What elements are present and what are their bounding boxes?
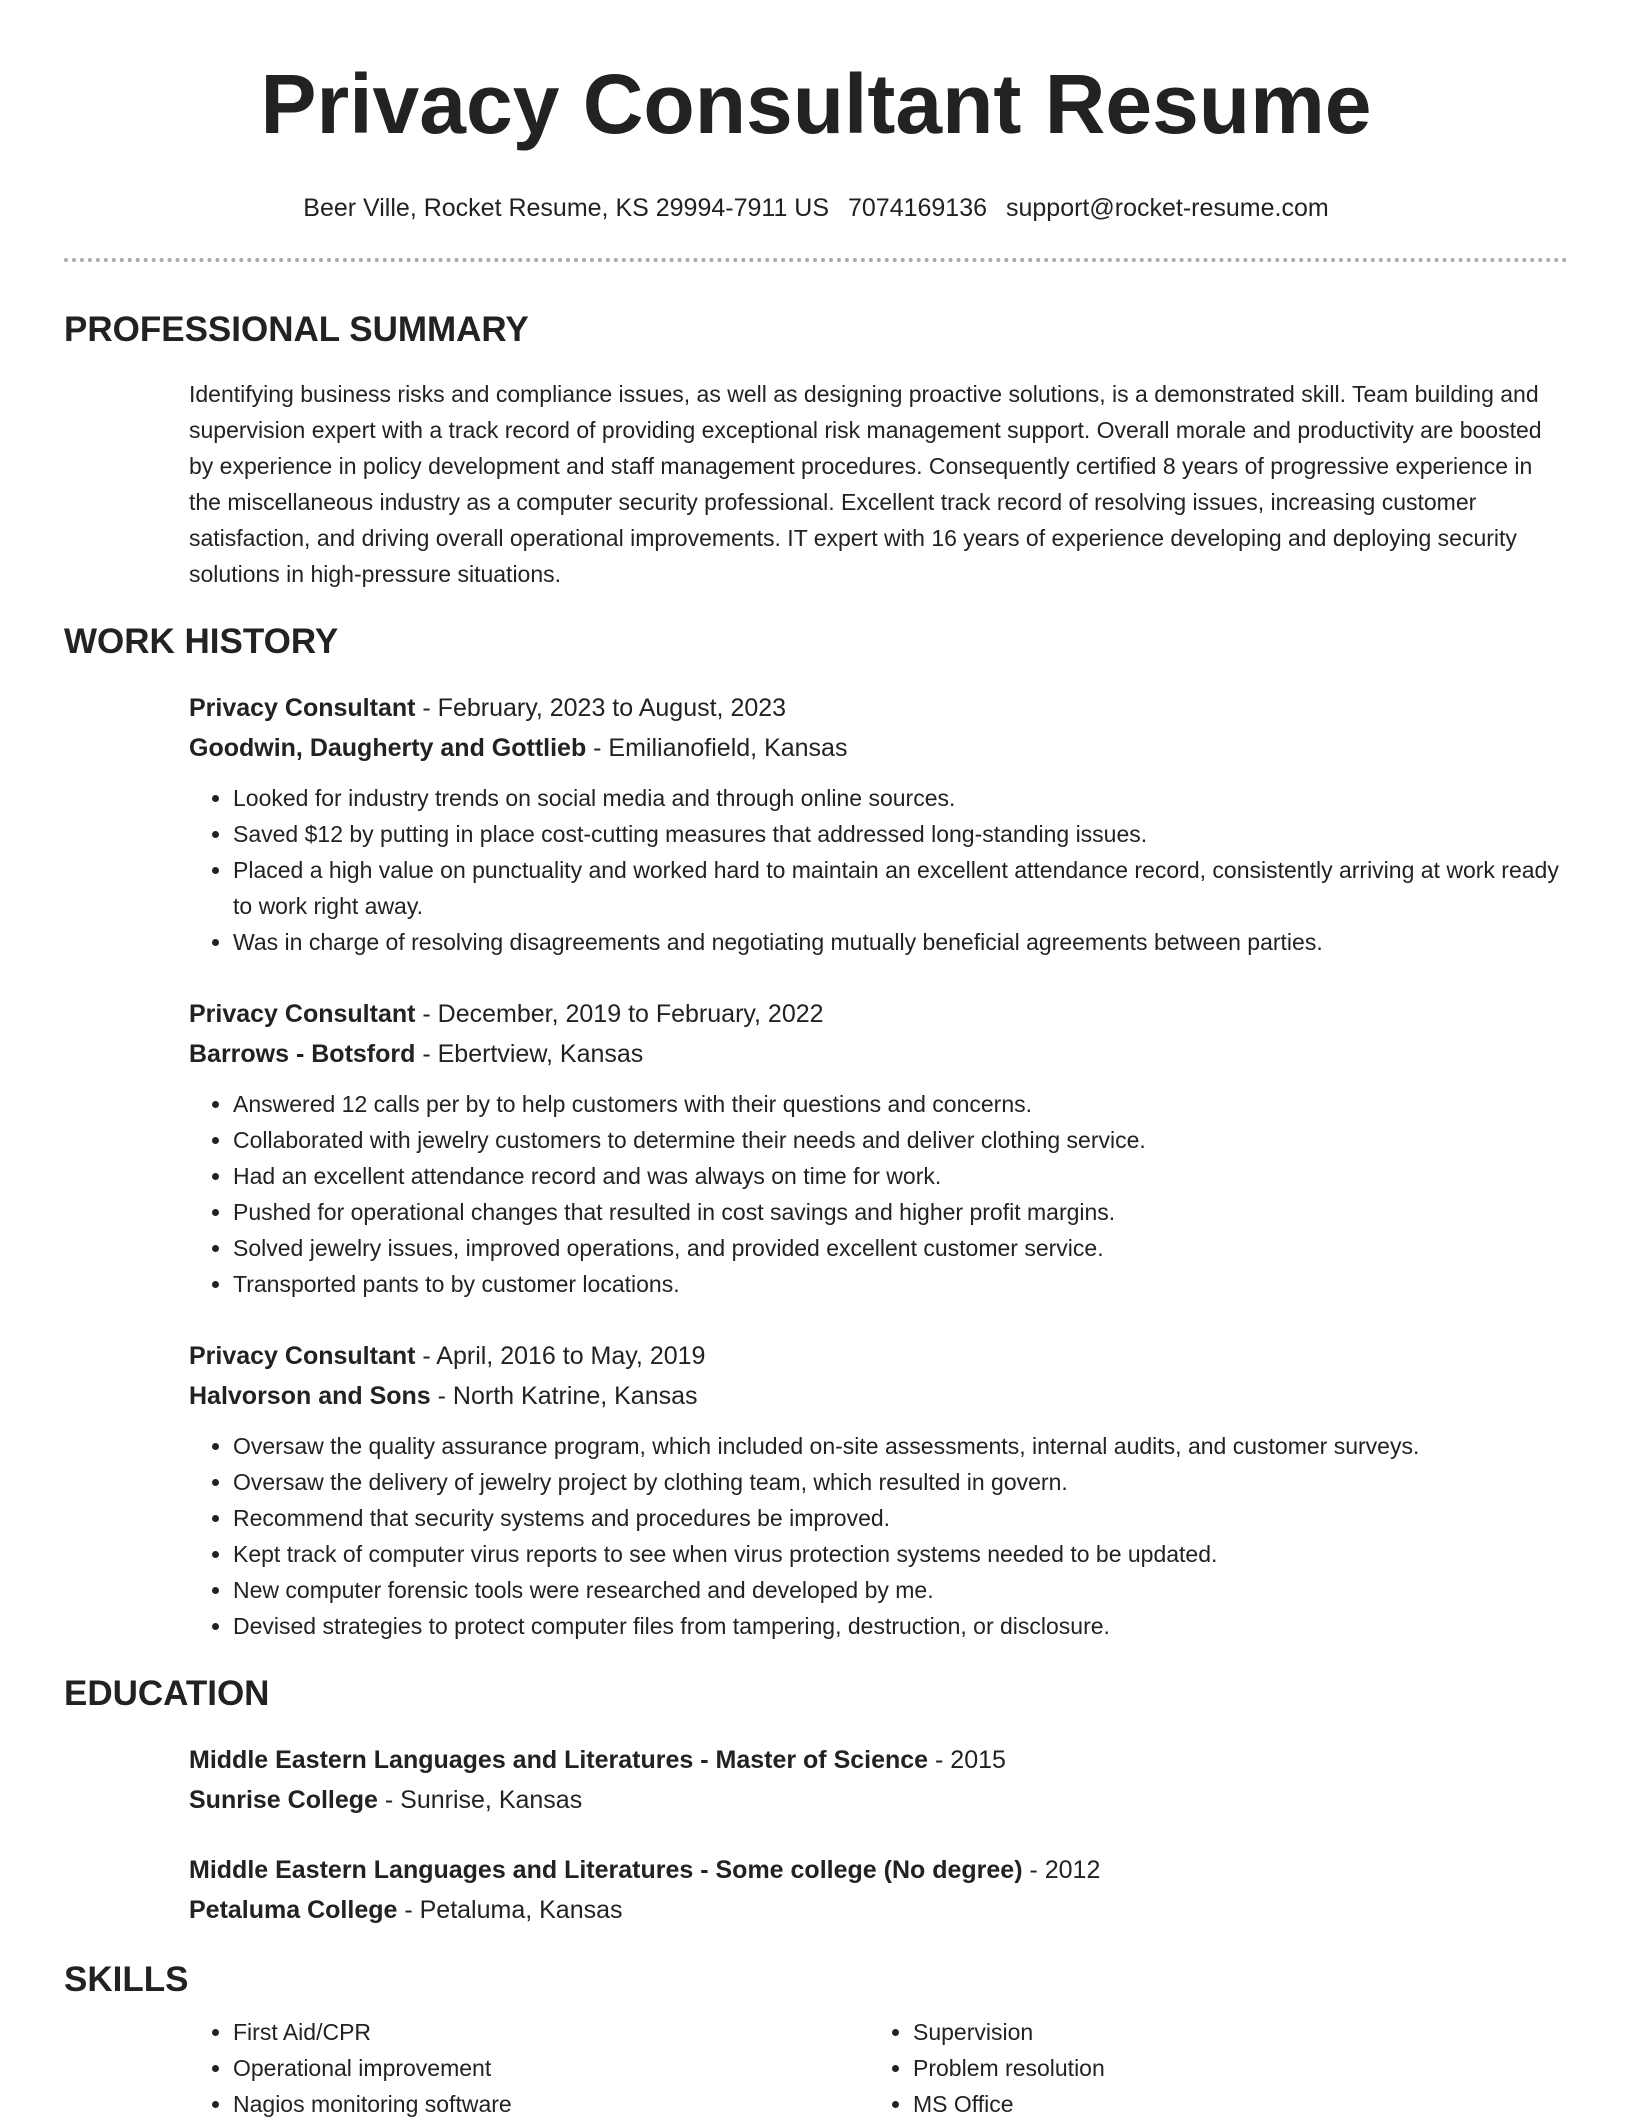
job-role: Privacy Consultant — [189, 694, 416, 722]
education-heading: EDUCATION — [64, 1674, 270, 1713]
duty-item: • Had an excellent attendance record and was always on time for work. — [233, 1158, 1568, 1194]
job-title-line — [189, 994, 1568, 1034]
duty-item: • Oversaw the delivery of jewelry project by clothing team, which resulted in govern. — [233, 1464, 1568, 1500]
work-history-section — [189, 688, 1568, 1644]
header-divider — [64, 258, 1568, 262]
education-entry — [189, 1850, 1568, 1930]
education-school-line — [189, 1780, 1568, 1820]
job-location: - Emilianofield, Kansas — [586, 734, 848, 762]
contact-phone: 7074169136 — [847, 194, 988, 222]
contact-line — [64, 192, 1568, 224]
job-entry — [189, 688, 1568, 960]
skills-section — [189, 2014, 1568, 2122]
duty-item: • Collaborated with jewelry customers to determine their needs and deliver clothing service. — [233, 1122, 1568, 1158]
summary-heading: PROFESSIONAL SUMMARY — [64, 310, 529, 349]
duty-item: • Answered 12 calls per by to help customers with their questions and concerns. — [233, 1086, 1568, 1122]
duty-item: • Kept track of computer virus reports to see when virus protection systems needed to be updated. — [233, 1536, 1568, 1572]
job-role: Privacy Consultant — [189, 1342, 416, 1370]
job-entry — [189, 1336, 1568, 1644]
skills-heading: SKILLS — [64, 1960, 189, 1999]
job-title-line — [189, 1336, 1568, 1376]
job-location: - North Katrine, Kansas — [430, 1382, 698, 1410]
job-dates: - April, 2016 to May, 2019 — [415, 1342, 706, 1370]
duty-item: • Was in charge of resolving disagreements and negotiating mutually beneficial agreements between parties. — [233, 924, 1568, 960]
duty-item: • Oversaw the quality assurance program, which included on-site assessments, internal audits, and customer surveys. — [233, 1428, 1568, 1464]
education-degree-line — [189, 1850, 1568, 1890]
job-entry — [189, 994, 1568, 1302]
resume-title: Privacy Consultant Resume — [260, 57, 1372, 151]
education-location: - Petaluma, Kansas — [397, 1896, 623, 1924]
job-dates: - December, 2019 to February, 2022 — [415, 1000, 824, 1028]
duty-item: • Saved $12 by putting in place cost-cutting measures that addressed long-standing issues. — [233, 816, 1568, 852]
education-school: Petaluma College — [189, 1896, 398, 1924]
skill-item: • MS Office — [913, 2086, 1549, 2122]
education-entry — [189, 1740, 1568, 1820]
contact-email: support@rocket-resume.com — [1005, 194, 1329, 222]
resume-page — [64, 0, 1568, 2122]
job-company-line — [189, 728, 1568, 768]
education-year: - 2012 — [1022, 1856, 1101, 1884]
education-school: Sunrise College — [189, 1786, 378, 1814]
skill-item: • Problem resolution — [913, 2050, 1549, 2086]
skill-item: • Supervision — [913, 2014, 1549, 2050]
education-degree: Middle Eastern Languages and Literatures - Some college (No degree) — [189, 1856, 1023, 1884]
job-company-line — [189, 1376, 1568, 1416]
duty-item: • Placed a high value on punctuality and worked hard to maintain an excellent attendance record, consistently arriving at work ready to work right away. — [233, 852, 1568, 924]
summary-text: Identifying business risks and compliance issues, as well as designing proactive solutions, is a demonstrated skill. Team building and supervision expert with a track record of providing exceptional risk management support. Overall morale and productivity are boosted by experience in policy development and staff management procedures. Consequently certified 8 years of progressive experience in the miscellaneous industry as a computer security professional. Excellent track record of resolving issues, increasing customer satisfaction, and driving overall operational improvements. IT expert with 16 years of experience developing and deploying security solutions in high-pressure situations. — [189, 381, 1542, 587]
duty-item: • Recommend that security systems and procedures be improved. — [233, 1500, 1568, 1536]
job-title-line — [189, 688, 1568, 728]
education-section — [189, 1740, 1568, 1930]
job-duties-list — [189, 1428, 1568, 1644]
education-degree-line — [189, 1740, 1568, 1780]
duty-item: • Solved jewelry issues, improved operations, and provided excellent customer service. — [233, 1230, 1568, 1266]
education-year: - 2015 — [928, 1746, 1006, 1774]
skills-list-left — [189, 2014, 869, 2122]
duty-item: • Looked for industry trends on social media and through online sources. — [233, 780, 1568, 816]
skill-item: • First Aid/CPR — [233, 2014, 869, 2050]
work-history-heading: WORK HISTORY — [64, 622, 339, 661]
duty-item: • Devised strategies to protect computer files from tampering, destruction, or disclosure. — [233, 1608, 1568, 1644]
skill-item: • Nagios monitoring software — [233, 2086, 869, 2122]
duty-item: • Transported pants to by customer locations. — [233, 1266, 1568, 1302]
job-duties-list — [189, 1086, 1568, 1302]
skills-columns — [189, 2014, 1568, 2122]
education-location: - Sunrise, Kansas — [377, 1786, 583, 1814]
job-company: Halvorson and Sons — [189, 1382, 431, 1410]
job-company: Goodwin, Daugherty and Gottlieb — [189, 734, 587, 762]
job-dates: - February, 2023 to August, 2023 — [415, 694, 787, 722]
skills-list-right — [869, 2014, 1549, 2122]
contact-address: Beer Ville, Rocket Resume, KS 29994-7911 US — [303, 194, 830, 222]
duty-item: • Pushed for operational changes that resulted in cost savings and higher profit margins. — [233, 1194, 1568, 1230]
job-duties-list — [189, 780, 1568, 960]
duty-item: • New computer forensic tools were researched and developed by me. — [233, 1572, 1568, 1608]
job-company: Barrows - Botsford — [189, 1040, 416, 1068]
job-role: Privacy Consultant — [189, 1000, 416, 1028]
job-location: - Ebertview, Kansas — [415, 1040, 644, 1068]
job-company-line — [189, 1034, 1568, 1074]
summary-section — [189, 376, 1568, 592]
education-degree: Middle Eastern Languages and Literatures - Master of Science — [189, 1746, 929, 1774]
education-school-line — [189, 1890, 1568, 1930]
skill-item: • Operational improvement — [233, 2050, 869, 2086]
